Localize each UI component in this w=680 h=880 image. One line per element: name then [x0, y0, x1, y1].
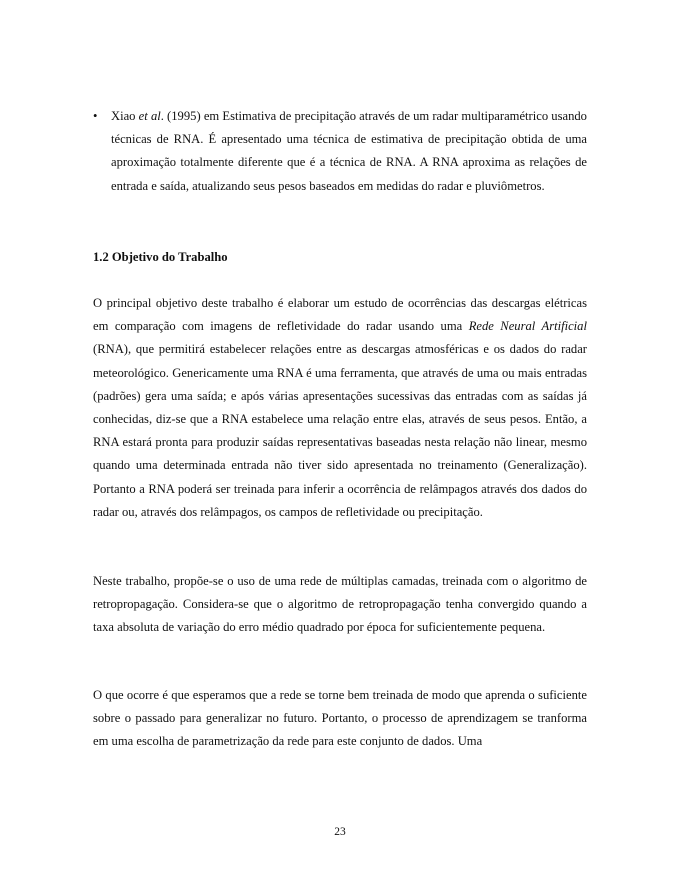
paragraph-text: O principal objetivo deste trabalho é elaborar um estudo de ocorrências das descargas elétricas em comparação com imagens de refletividade do radar usando uma: [93, 296, 587, 334]
bullet-list: [93, 105, 587, 198]
paragraph-method: Neste trabalho, propõe-se o uso de uma rede de múltiplas camadas, treinada com o algoritmo de retropropagação. Considera-se que o algoritmo de retropropagação tenha convergido quando a taxa absoluta de variação do erro médio quadrado por época for suficientemente pequena.: [93, 574, 587, 635]
page-number: 23: [334, 826, 346, 838]
section-heading: 1.2 Objetivo do Trabalho: [93, 250, 228, 264]
bullet-text: . (1995) em Estimativa de precipitação através de um radar multiparamétrico usando técnicas de RNA. É apresentado uma técnica de estimativa de precipitação obtida de uma aproximação totalmente diferente que é a técnica de RNA. A RNA aproxima as relações de entrada e saída, atualizando seus pesos baseados em medidas do radar e pluviômetros.: [111, 109, 587, 193]
paragraph-objective: [93, 292, 587, 524]
paragraph-italic-term: Rede Neural Artificial: [468, 319, 587, 334]
list-item: [93, 105, 587, 198]
paragraph-text: (RNA), que permitirá estabelecer relações entre as descargas atmosféricas e os dados do radar meteorológico. Genericamente uma RNA é uma ferramenta, que através de uma ou mais entradas (padrões) gera uma saída; e após várias apresentações sucessivas das entradas com as saídas já conhecidas, diz-se que a RNA estabelece uma relação entre elas, através de seus pesos. Então, a RNA estará pronta para produzir saídas representativas baseadas nesta relação não linear, mesmo quando uma determinada entrada não tiver sido apresentada no treinamento (Generalização). Portanto a RNA poderá ser treinada para inferir a ocorrência de relâmpagos através dos dados do radar ou, através dos relâmpagos, os campos de refletividade ou precipitação.: [93, 342, 587, 519]
bullet-icon: •: [93, 109, 98, 123]
bullet-author: Xiao: [111, 109, 136, 123]
paragraph-learning: O que ocorre é que esperamos que a rede se torne bem treinada de modo que aprenda o suficiente sobre o passado para generalizar no futuro. Portanto, o processo de aprendizagem se tranforma em uma escolha de parametrização da rede para este conjunto de dados. Uma: [93, 688, 587, 749]
bullet-etal: et al: [138, 109, 161, 123]
